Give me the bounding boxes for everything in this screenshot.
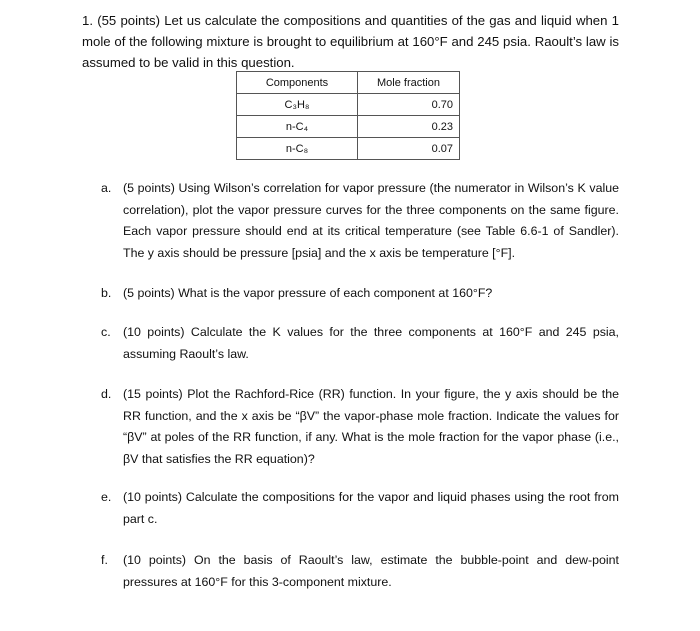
question-label: e. <box>101 490 112 504</box>
header-mole-fraction: Mole fraction <box>358 72 460 94</box>
mole-fraction-cell: 0.07 <box>358 138 460 160</box>
table-row <box>237 116 460 138</box>
question-text: (10 points) On the basis of Raoult’s law, estimate the bubble-point and dew-point pressures at 160°F for this 3-component mixture. <box>123 553 619 589</box>
table-row <box>237 138 460 160</box>
problem-intro: 1. (55 points) Let us calculate the compositions and quantities of the gas and liquid when 1 mole of the following mixture is brought to equilibrium at 160°F and 245 psia. Raoult’s law is assumed to be valid in this question. <box>82 13 619 70</box>
question-d <box>101 384 619 470</box>
table-header-row <box>237 72 460 94</box>
question-text: (15 points) Plot the Rachford-Rice (RR) function. In your figure, the y axis should be the RR function, and the x axis be “βV” the vapor-phase mole fraction. Indicate the values for “βV” at poles of the RR function, if any. What is the mole fraction for the vapor phase (i.e., βV that satisfies the RR equation)? <box>123 387 619 466</box>
question-b <box>101 283 619 305</box>
component-cell: n-C₄ <box>237 116 358 138</box>
mole-fraction-cell: 0.23 <box>358 116 460 138</box>
question-text: (10 points) Calculate the K values for the three components at 160°F and 245 psia, assuming Raoult’s law. <box>123 325 619 361</box>
question-label: b. <box>101 286 112 300</box>
question-label: f. <box>101 553 108 567</box>
question-label: a. <box>101 181 112 195</box>
component-cell: n-C₈ <box>237 138 358 160</box>
question-e <box>101 487 619 530</box>
question-a <box>101 178 619 264</box>
composition-table <box>236 71 460 160</box>
question-text: (5 points) Using Wilson’s correlation for vapor pressure (the numerator in Wilson’s K value correlation), plot the vapor pressure curves for the three components on the same figure. Each vapor pressure should end at its critical temperature (see Table 6.6-1 of Sandler). The y axis should be pressure [psia] and the x axis be temperature [°F]. <box>123 181 619 260</box>
header-components: Components <box>237 72 358 94</box>
table-row <box>237 94 460 116</box>
question-text: (5 points) What is the vapor pressure of each component at 160°F? <box>123 286 493 300</box>
question-label: d. <box>101 387 112 401</box>
component-cell: C₃H₈ <box>237 94 358 116</box>
question-text: (10 points) Calculate the compositions for the vapor and liquid phases using the root from part c. <box>123 490 619 526</box>
question-c <box>101 322 619 365</box>
mole-fraction-cell: 0.70 <box>358 94 460 116</box>
question-label: c. <box>101 325 111 339</box>
question-f <box>101 550 619 593</box>
